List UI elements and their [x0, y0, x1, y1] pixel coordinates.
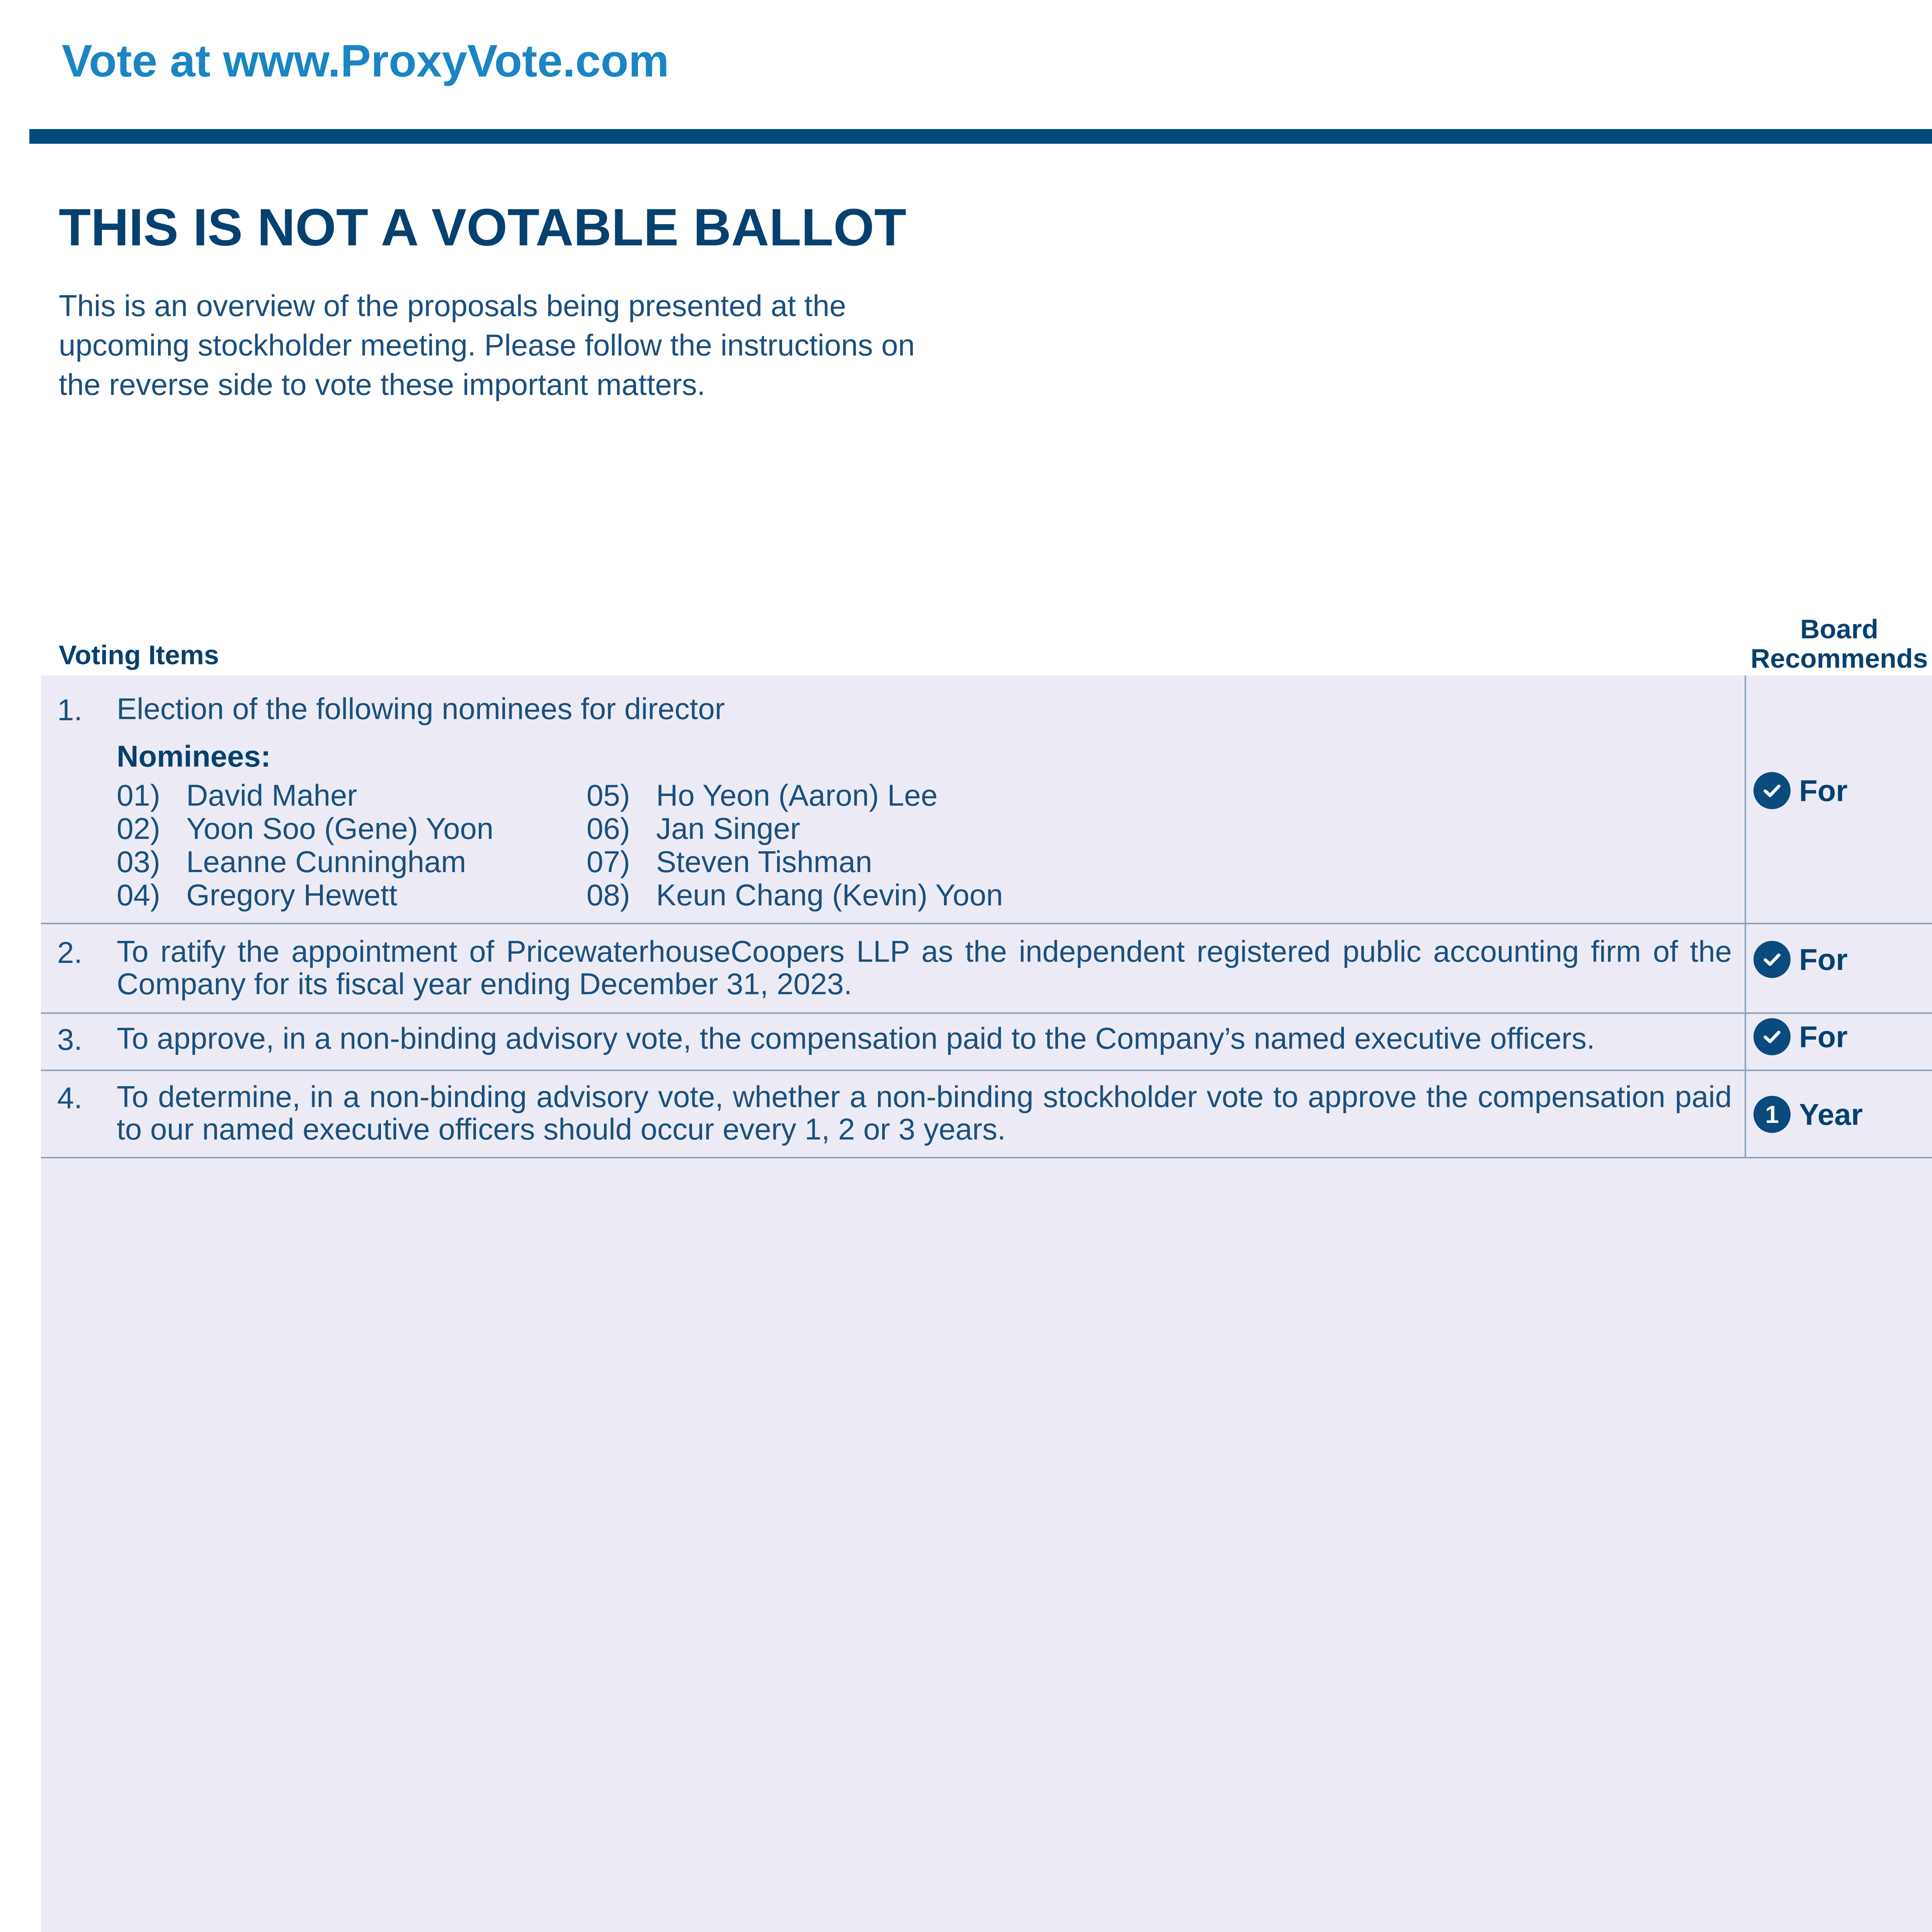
nominee-number: 05) — [587, 778, 630, 812]
nominee-name: Yoon Soo (Gene) Yoon — [186, 811, 494, 845]
item-number: 1. — [57, 693, 83, 727]
number-one-circle-icon — [1753, 1096, 1791, 1133]
nominee-name: Keun Chang (Kevin) Yoon — [656, 878, 1003, 912]
nominee-row — [117, 779, 493, 812]
recommendation-year — [1753, 1096, 1863, 1133]
intro-line: This is an overview of the proposals being presented at the — [59, 289, 846, 323]
check-circle-icon — [1753, 772, 1791, 809]
nominee-name: Steven Tishman — [656, 845, 872, 879]
nominees-label: Nominees: — [117, 739, 271, 773]
nominee-name: Gregory Hewett — [186, 878, 398, 912]
nominee-number: 01) — [117, 778, 160, 812]
nominee-name: Leanne Cunningham — [186, 845, 466, 879]
nominee-row — [587, 845, 1003, 878]
board-label-line: Recommends — [1750, 643, 1928, 673]
intro-paragraph — [59, 286, 986, 404]
row-divider — [41, 1157, 1932, 1158]
row-divider — [41, 1070, 1932, 1071]
recommendation-label: For — [1799, 773, 1848, 808]
nominee-name: Ho Yeon (Aaron) Lee — [656, 778, 938, 812]
recommendation-label: For — [1799, 942, 1848, 976]
header-divider — [29, 129, 1932, 144]
nominee-number: 03) — [117, 845, 160, 879]
nominees-column-left — [117, 779, 493, 912]
row-divider — [41, 1012, 1932, 1014]
nominee-row — [587, 779, 1003, 812]
recommendation-label: Year — [1799, 1097, 1863, 1131]
board-recommends-header — [1735, 614, 1932, 673]
item-text: To ratify the appointment of PricewaterhouseCoopers LLP as the independent registered public accounting firm of the Company for its fiscal year ending December 31, 2023. — [117, 934, 1732, 1001]
nominee-name: David Maher — [186, 778, 357, 812]
nominee-row — [587, 878, 1003, 912]
item-text: To approve, in a non-binding advisory vote, the compensation paid to the Company’s named executive officers. — [117, 1021, 1595, 1055]
intro-line: upcoming stockholder meeting. Please follow the instructions on — [59, 328, 915, 362]
nominee-number: 08) — [587, 878, 630, 912]
nominee-row — [117, 845, 493, 878]
check-circle-icon — [1753, 941, 1791, 978]
nominee-number: 07) — [587, 845, 630, 879]
recommendation-for — [1753, 941, 1848, 978]
item-number: 2. — [57, 935, 83, 969]
header-title: Vote at www.ProxyVote.com — [62, 36, 669, 87]
nominee-row — [587, 812, 1003, 845]
row-divider — [41, 923, 1932, 924]
nominee-row — [117, 878, 493, 912]
nominees-column-right — [587, 779, 1003, 912]
recommendation-for — [1753, 772, 1848, 809]
voting-items-header: Voting Items — [59, 640, 219, 670]
item-number: 4. — [57, 1081, 83, 1115]
board-label-line: Board — [1800, 614, 1879, 644]
column-divider — [1745, 675, 1746, 1158]
nominee-number: 06) — [587, 811, 630, 845]
check-circle-icon — [1753, 1018, 1791, 1055]
recommendation-label: For — [1799, 1019, 1848, 1054]
nominee-row — [117, 812, 493, 845]
recommendation-for — [1753, 1018, 1848, 1055]
nominee-number: 04) — [117, 878, 160, 912]
item-text: Election of the following nominees for director — [117, 692, 725, 726]
ballot-title: THIS IS NOT A VOTABLE BALLOT — [59, 198, 906, 257]
nominee-number: 02) — [117, 811, 160, 845]
item-text: To determine, in a non-binding advisory vote, whether a non-binding stockholder vote to approve the compensation paid to our named executive officers should occur every 1, 2 or 3 years. — [117, 1080, 1732, 1146]
intro-line: the reverse side to vote these important matters. — [59, 367, 706, 401]
item-number: 3. — [57, 1022, 83, 1056]
icon-number: 1 — [1765, 1100, 1779, 1128]
nominee-name: Jan Singer — [656, 811, 800, 845]
